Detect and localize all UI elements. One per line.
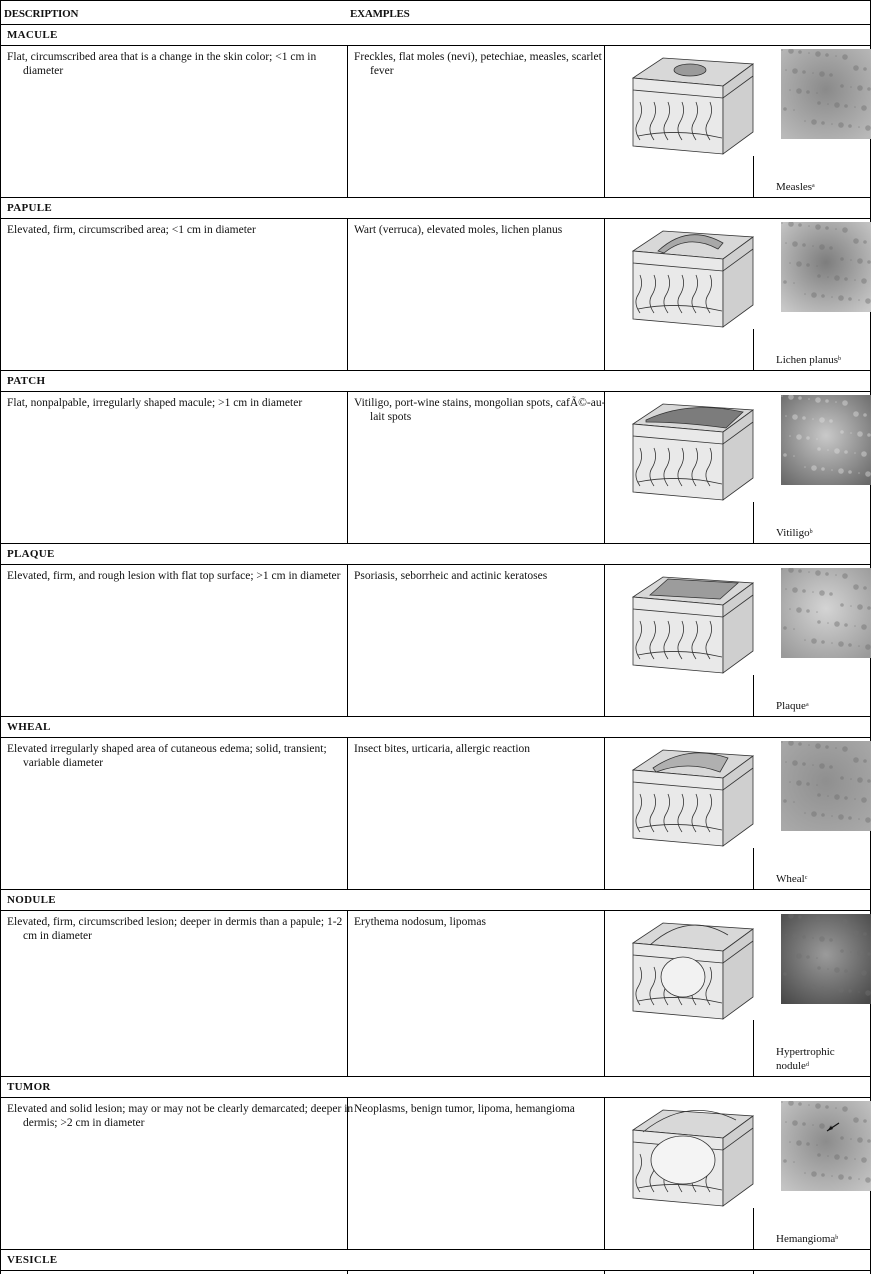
caption-tumor: Hemangioma$^b$	[776, 1233, 839, 1245]
examples-patch: Vitiligo, port-wine stains, mongolian spots, cafÃ©-au-lait spots	[354, 397, 606, 423]
section-title-tumor: TUMOR	[7, 1081, 51, 1093]
section-title-macule: MACULE	[7, 29, 58, 41]
examples-tumor: Neoplasms, benign tumor, lipoma, hemangioma	[354, 1103, 575, 1115]
section-title-nodule: NODULE	[7, 894, 56, 906]
examples-wheal: Insect bites, urticaria, allergic reaction	[354, 743, 531, 755]
flat-patch-skin-block-illustration	[628, 396, 758, 506]
deep-nodule-skin-block-illustration	[628, 915, 758, 1025]
caption-patch: Vitiligo$^b$	[776, 527, 813, 539]
caption-macule: Measles$^a$	[776, 181, 815, 193]
examples-plaque: Psoriasis, seborrheic and actinic keratoses	[354, 570, 548, 582]
flat-top-raised-skin-block-illustration	[628, 569, 758, 679]
description-macule: Flat, circumscribed area that is a change in the skin color; <1 cm in diameter	[7, 51, 317, 77]
section-title-patch: PATCH	[7, 375, 46, 387]
description-papule: Elevated, firm, circumscribed area; <1 cm in diameter	[7, 224, 256, 236]
plaque-photo	[781, 568, 871, 658]
description-tumor: Elevated and solid lesion; may or may not be clearly demarcated; deeper in dermis; >2 cm in diameter	[7, 1103, 354, 1129]
caption-wheal: Wheal$^c$	[776, 873, 808, 885]
edema-skin-block-illustration	[628, 742, 758, 852]
description-plaque: Elevated, firm, and rough lesion with flat top surface; >1 cm in diameter	[7, 570, 341, 582]
examples-papule: Wart (verruca), elevated moles, lichen planus	[354, 224, 563, 236]
vitiligo-hand-photo	[781, 395, 871, 485]
column-header-examples: EXAMPLES	[350, 8, 410, 20]
large-tumor-skin-block-illustration	[628, 1102, 758, 1212]
section-title-vesicle: VESICLE	[7, 1254, 58, 1266]
raised-bump-skin-block-illustration	[628, 223, 758, 333]
wheal-photo	[781, 741, 871, 831]
nodule-face-photo	[781, 914, 871, 1004]
section-title-plaque: PLAQUE	[7, 548, 55, 560]
caption-nodule: Hypertrophic nodule$^d$	[776, 1046, 835, 1072]
description-nodule: Elevated, firm, circumscribed lesion; deeper in dermis than a papule; 1-2 cm in diameter	[7, 916, 343, 942]
caption-papule: Lichen planus$^b$	[776, 354, 842, 366]
lichen-planus-photo	[781, 222, 871, 312]
section-title-papule: PAPULE	[7, 202, 52, 214]
description-patch: Flat, nonpalpable, irregularly shaped macule; >1 cm in diameter	[7, 397, 303, 409]
flat-spot-skin-block-illustration	[628, 50, 758, 160]
caption-plaque: Plaque$^a$	[776, 700, 809, 712]
description-wheal: Elevated irregularly shaped area of cutaneous edema; solid, transient; variable diameter	[7, 743, 327, 769]
column-header-description: DESCRIPTION	[4, 8, 79, 20]
examples-nodule: Erythema nodosum, lipomas	[354, 916, 486, 928]
hemangioma-photo	[781, 1101, 871, 1191]
section-title-wheal: WHEAL	[7, 721, 51, 733]
measles-photo	[781, 49, 871, 139]
examples-macule: Freckles, flat moles (nevi), petechiae, measles, scarlet fever	[354, 51, 602, 77]
